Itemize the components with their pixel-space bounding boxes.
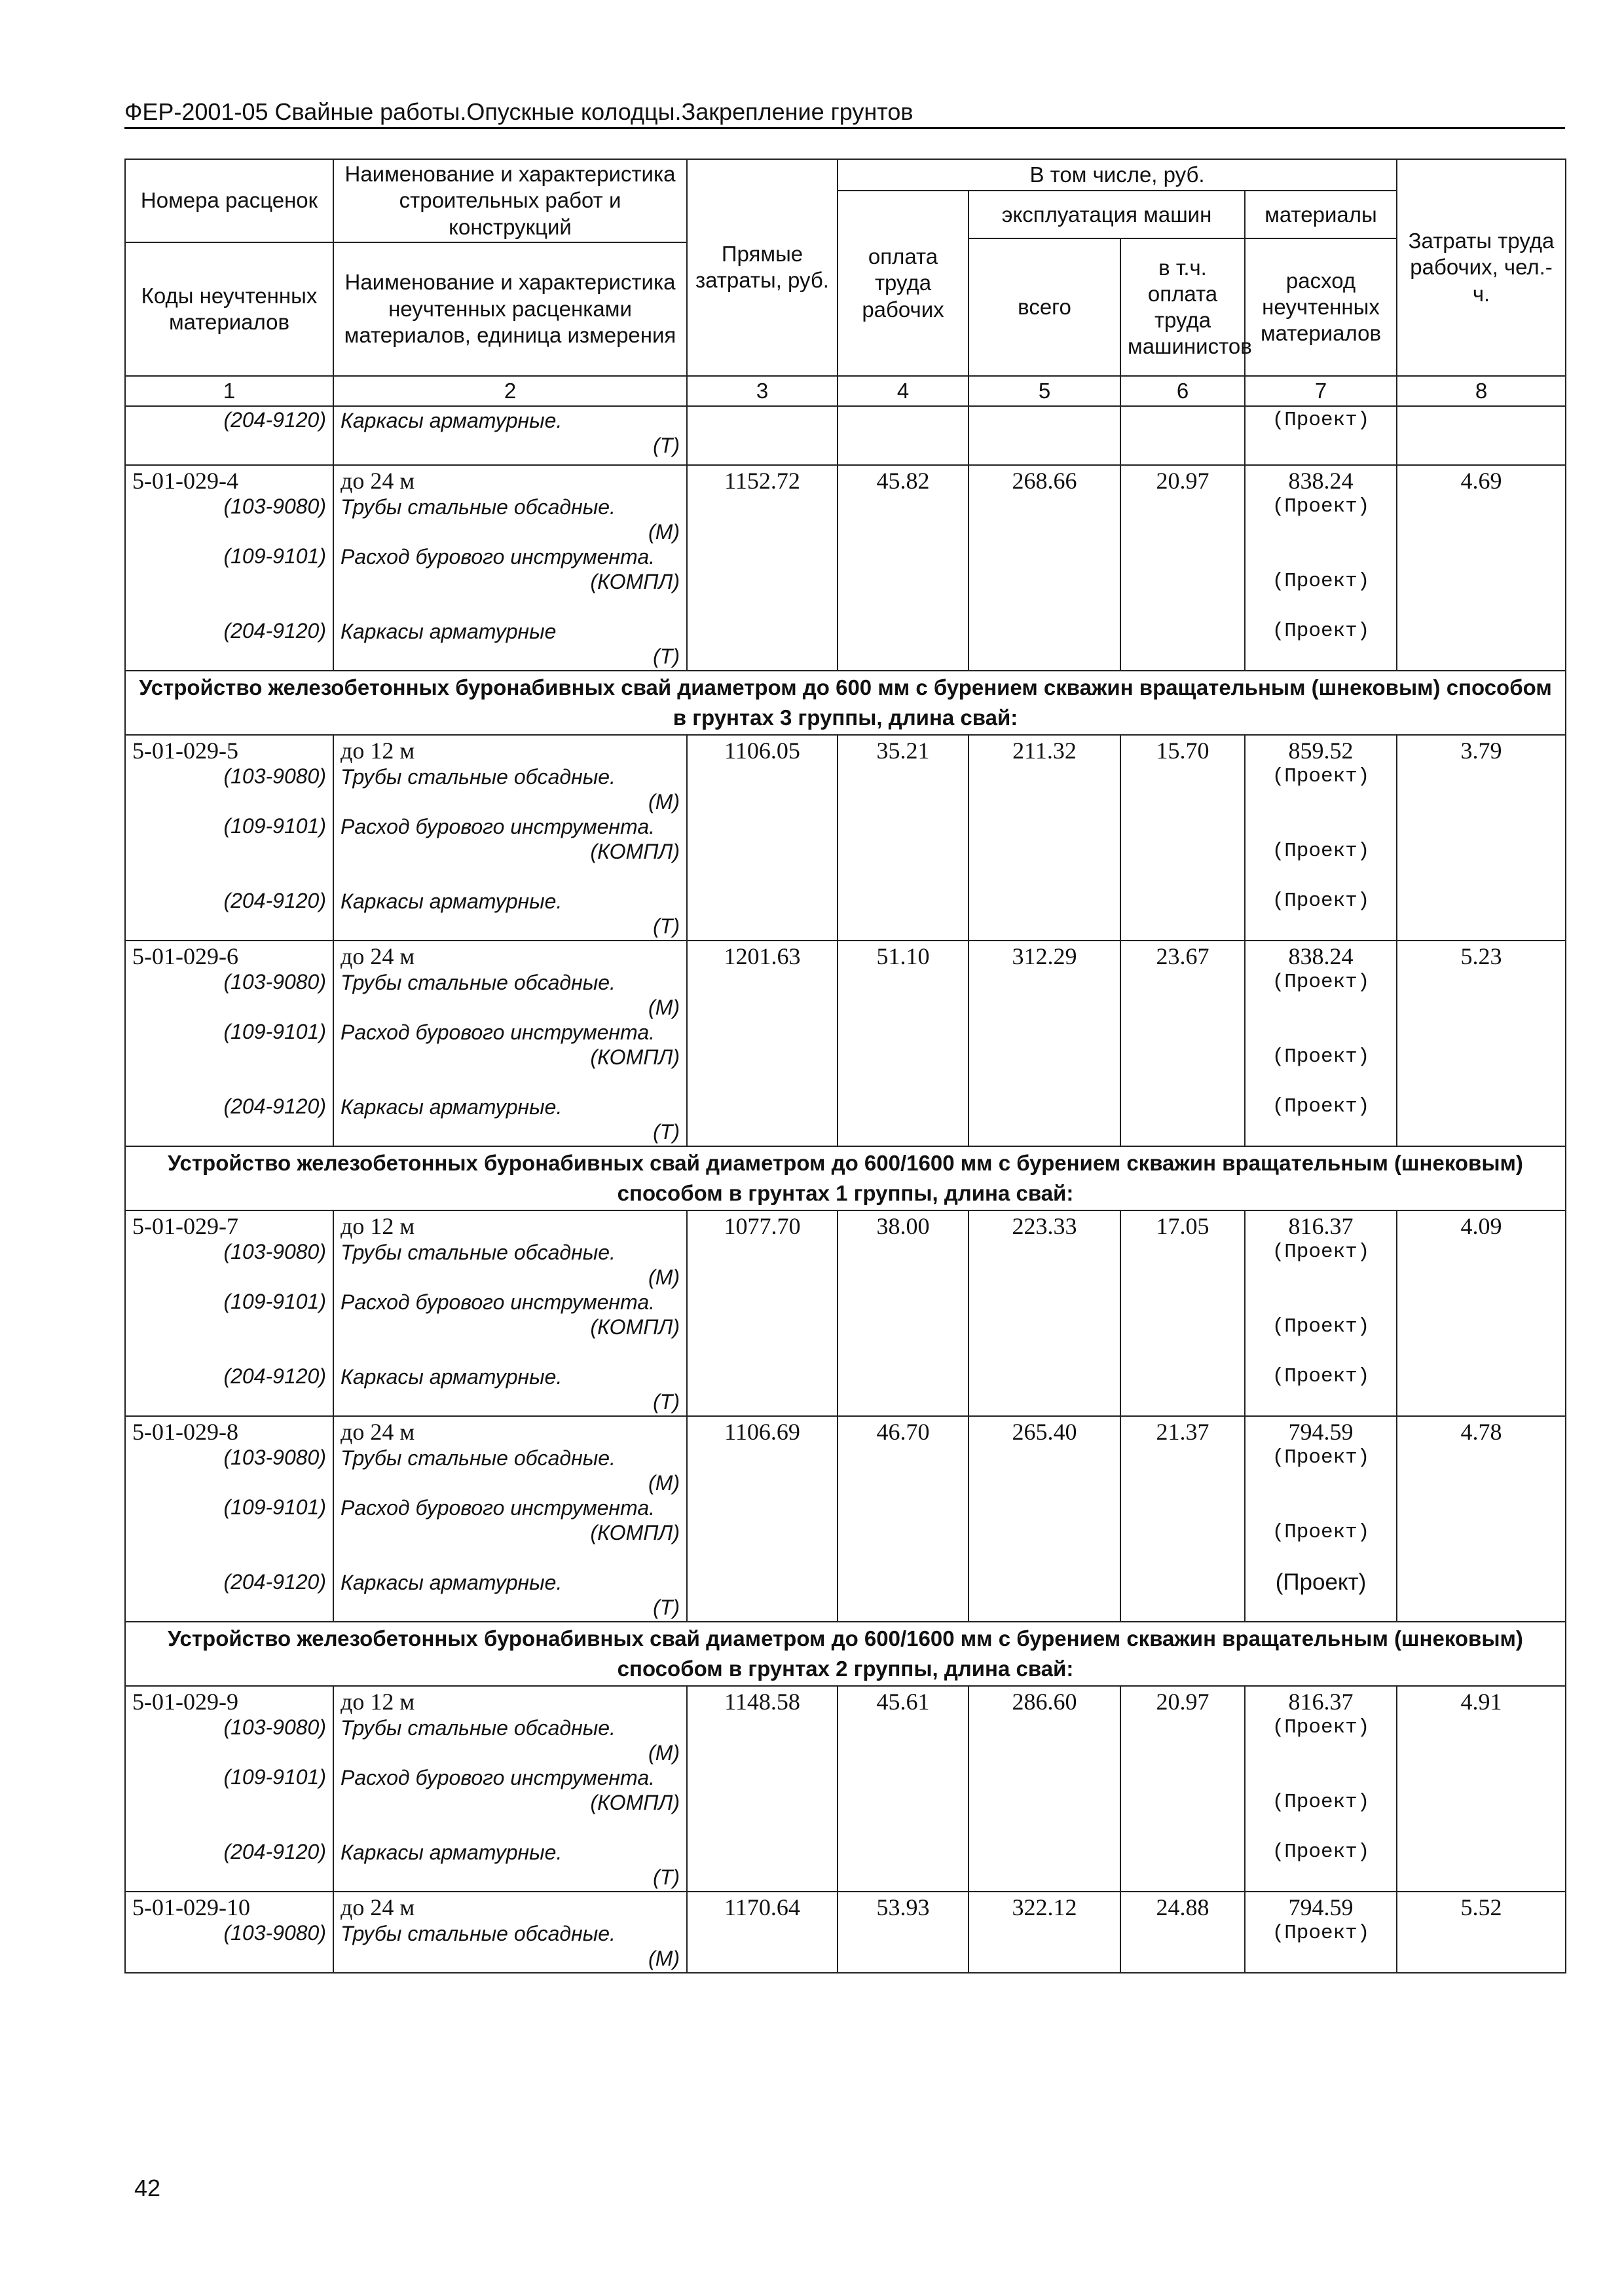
material-unit: (КОМПЛ) <box>590 1045 680 1069</box>
section-heading: Устройство железобетонных буронабивных свай диаметром до 600/1600 мм с бурением скважин вращательным (шнековым) способом в грунтах 2 группы, длина свай: <box>125 1622 1566 1686</box>
labor-value: 53.93 <box>876 1894 930 1920</box>
material-name-cell <box>333 406 687 465</box>
direct-cell <box>687 1416 838 1622</box>
table-row <box>125 1416 1566 1622</box>
material-name: Каркасы арматурные. <box>341 1571 563 1594</box>
direct-value: 1170.64 <box>724 1894 800 1920</box>
section-heading: Устройство железобетонных буронабивных свай диаметром до 600/1600 мм с бурением скважин вращательным (шнековым) способом в грунтах 1 группы, длина свай: <box>125 1146 1566 1210</box>
column-number: 1 <box>125 376 333 406</box>
project-label: (Проект) <box>1272 495 1370 518</box>
labor-hours-value: 4.91 <box>1460 1689 1502 1715</box>
material-name: Каркасы арматурные. <box>341 409 563 432</box>
direct-value: 1077.70 <box>724 1213 801 1239</box>
material-unit: (М) <box>648 790 680 814</box>
machines-total-value: 223.33 <box>1012 1213 1077 1239</box>
project-label: (Проект) <box>1272 1045 1370 1068</box>
material-code: (109-9101) <box>223 1020 326 1043</box>
labor-cell <box>838 941 969 1146</box>
header-work-name: Наименование и характеристика строительных работ и конструкций <box>333 159 687 242</box>
work-name-cell <box>333 941 687 1146</box>
labor-hours-value: 4.78 <box>1460 1419 1502 1445</box>
rate-code: 5-01-029-7 <box>132 1213 238 1239</box>
header-labor-hours: Затраты труда рабочих, чел.-ч. <box>1397 159 1566 376</box>
rate-code: 5-01-029-5 <box>132 738 238 764</box>
material-name: Каркасы арматурные. <box>341 1095 563 1119</box>
material-code: (204-9120) <box>223 1840 326 1863</box>
labor-value: 35.21 <box>876 738 930 764</box>
material-code: (103-9080) <box>223 1921 326 1945</box>
machines-total-cell <box>969 465 1120 671</box>
material-code: (103-9080) <box>223 1240 326 1263</box>
machines-total-cell <box>969 1892 1120 1973</box>
material-name: Расход бурового инструмента. <box>341 1496 655 1520</box>
material-name: Расход бурового инструмента. <box>341 1290 655 1314</box>
rate-code-cell <box>125 1416 333 1622</box>
material-code: (103-9080) <box>223 1715 326 1739</box>
material-unit: (Т) <box>653 1120 680 1144</box>
machinists-value: 20.97 <box>1156 1689 1209 1715</box>
labor-value: 51.10 <box>876 943 930 969</box>
material-code: (109-9101) <box>223 544 326 568</box>
material-name: Расход бурового инструмента. <box>341 815 655 838</box>
machines-total-value: 286.60 <box>1012 1689 1077 1715</box>
rate-code: 5-01-029-4 <box>132 468 238 494</box>
pile-length: до 12 м <box>341 1213 415 1239</box>
rate-code-cell <box>125 735 333 941</box>
material-code: (204-9120) <box>223 889 326 912</box>
header-direct-costs: Прямые затраты, руб. <box>687 159 838 376</box>
rate-code: 5-01-029-8 <box>132 1419 238 1445</box>
labor-value: 46.70 <box>876 1419 930 1445</box>
material-code-cell <box>125 406 333 465</box>
pile-length: до 24 м <box>341 1894 415 1920</box>
material-name: Каркасы арматурные <box>341 620 557 643</box>
column-number: 2 <box>333 376 687 406</box>
materials-value: 794.59 <box>1288 1419 1354 1445</box>
rate-code: 5-01-029-9 <box>132 1689 238 1715</box>
material-unit: (Т) <box>653 914 680 938</box>
material-name: Каркасы арматурные. <box>341 1841 563 1864</box>
material-code: (204-9120) <box>223 619 326 643</box>
machines-total-value: 322.12 <box>1012 1894 1077 1920</box>
project-label: (Проект) <box>1272 765 1370 788</box>
machines-total-cell <box>969 941 1120 1146</box>
table-header <box>125 159 1566 406</box>
work-name-cell <box>333 465 687 671</box>
rate-code: 5-01-029-6 <box>132 943 238 969</box>
header-materials: материалы <box>1245 191 1397 238</box>
pile-length: до 12 м <box>341 1689 415 1715</box>
rate-code-cell <box>125 465 333 671</box>
direct-cell <box>687 941 838 1146</box>
direct-cell <box>687 1210 838 1416</box>
labor-hours-value: 4.09 <box>1460 1213 1502 1239</box>
material-code: (204-9120) <box>223 1364 326 1388</box>
material-name: Трубы стальные обсадные. <box>341 1446 616 1470</box>
machines-total-cell <box>969 1416 1120 1622</box>
labor-hours-cell <box>1397 1210 1566 1416</box>
labor-hours-cell <box>1397 1686 1566 1892</box>
material-name: Расход бурового инструмента. <box>341 1766 655 1789</box>
machinists-value: 21.37 <box>1156 1419 1209 1445</box>
material-name: Каркасы арматурные. <box>341 1365 563 1389</box>
direct-cell <box>687 1892 838 1973</box>
direct-value: 1148.58 <box>724 1689 800 1715</box>
header-machinists-pay: в т.ч. оплата труда машинистов <box>1120 238 1245 375</box>
direct-cell <box>687 465 838 671</box>
materials-value: 816.37 <box>1288 1213 1354 1239</box>
rate-code-cell <box>125 1686 333 1892</box>
material-code: (109-9101) <box>223 1765 326 1789</box>
material-unit: (М) <box>648 1471 680 1495</box>
machinists-cell <box>1120 1892 1245 1973</box>
project-label: (Проект) <box>1275 1569 1367 1595</box>
material-code: (103-9080) <box>223 1446 326 1469</box>
rate-code: 5-01-029-10 <box>132 1894 250 1920</box>
rate-code-cell <box>125 1210 333 1416</box>
table-row <box>125 1686 1566 1892</box>
column-number: 7 <box>1245 376 1397 406</box>
materials-cell <box>1245 1686 1397 1892</box>
material-name: Каркасы арматурные. <box>341 889 563 913</box>
direct-value: 1106.05 <box>724 738 800 764</box>
machinists-cell <box>1120 941 1245 1146</box>
materials-value: 838.24 <box>1288 943 1354 969</box>
machinists-value: 20.97 <box>1156 468 1209 494</box>
material-code: (109-9101) <box>223 1495 326 1519</box>
labor-hours-value: 4.69 <box>1460 468 1502 494</box>
material-name: Трубы стальные обсадные. <box>341 1241 616 1264</box>
header-machine-operation: эксплуатация машин <box>969 191 1245 238</box>
material-name: Трубы стальные обсадные. <box>341 765 616 789</box>
labor-hours-value: 5.23 <box>1460 943 1502 969</box>
material-unit: (КОМПЛ) <box>590 840 680 863</box>
table-row <box>125 735 1566 941</box>
table-row <box>125 465 1566 671</box>
column-numbers-row <box>125 376 1566 406</box>
material-code: (109-9101) <box>223 1290 326 1313</box>
header-rule <box>124 127 1565 129</box>
materials-value: 859.52 <box>1288 738 1354 764</box>
document-header: ФЕР-2001-05 Свайные работы.Опускные колодцы.Закрепление грунтов <box>124 98 913 125</box>
header-unaccounted-materials: расход неучтенных материалов <box>1245 238 1397 375</box>
machinists-value: 24.88 <box>1156 1894 1209 1920</box>
machines-total-value: 312.29 <box>1012 943 1077 969</box>
project-label: (Проект) <box>1272 1922 1370 1945</box>
labor-hours-cell <box>1397 1892 1566 1973</box>
work-name-cell <box>333 1892 687 1973</box>
column-number: 6 <box>1120 376 1245 406</box>
project-label: (Проект) <box>1272 1716 1370 1739</box>
materials-cell <box>1245 465 1397 671</box>
project-label: (Проект) <box>1272 1841 1370 1863</box>
direct-cell <box>687 1686 838 1892</box>
material-unit: (КОМПЛ) <box>590 1315 680 1339</box>
material-unit: (КОМПЛ) <box>590 1791 680 1814</box>
labor-value: 45.61 <box>876 1689 930 1715</box>
work-name-cell <box>333 1416 687 1622</box>
header-including: В том числе, руб. <box>838 159 1397 191</box>
material-name: Расход бурового инструмента. <box>341 545 655 569</box>
material-unit: (Т) <box>653 645 680 668</box>
material-code: (204-9120) <box>223 408 326 432</box>
material-code: (103-9080) <box>223 970 326 994</box>
project-label: (Проект) <box>1272 889 1370 912</box>
direct-value: 1106.69 <box>724 1419 800 1445</box>
material-name: Расход бурового инструмента. <box>341 1020 655 1044</box>
material-name: Трубы стальные обсадные. <box>341 1922 616 1945</box>
header-material-codes: Коды неучтенных материалов <box>125 242 333 376</box>
labor-hours-cell <box>1397 941 1566 1146</box>
table-row <box>125 1892 1566 1973</box>
pile-length: до 24 м <box>341 468 415 494</box>
page-number: 42 <box>134 2175 161 2201</box>
materials-cell <box>1245 735 1397 941</box>
machinists-cell <box>1120 1416 1245 1622</box>
labor-value: 45.82 <box>876 468 930 494</box>
labor-cell <box>838 1686 969 1892</box>
header-material-names: Наименование и характеристика неучтенных расценками материалов, единица измерения <box>333 242 687 376</box>
column-number: 8 <box>1397 376 1566 406</box>
material-code: (103-9080) <box>223 764 326 788</box>
labor-value: 38.00 <box>876 1213 930 1239</box>
section-heading-row <box>125 1622 1566 1686</box>
labor-cell <box>838 465 969 671</box>
material-unit: (М) <box>648 1947 680 1970</box>
project-label: (Проект) <box>1272 570 1370 593</box>
project-label: (Проект) <box>1272 620 1370 643</box>
materials-value: 794.59 <box>1288 1894 1354 1920</box>
work-name-cell <box>333 1686 687 1892</box>
rates-table <box>124 159 1566 1973</box>
project-label: (Проект) <box>1272 1365 1370 1388</box>
material-unit: (Т) <box>653 1865 680 1889</box>
material-name: Трубы стальные обсадные. <box>341 495 616 519</box>
material-code: (103-9080) <box>223 495 326 518</box>
labor-cell <box>838 1416 969 1622</box>
section-heading-row <box>125 1146 1566 1210</box>
machines-total-cell <box>969 1686 1120 1892</box>
table-row <box>125 941 1566 1146</box>
labor-cell <box>838 1892 969 1973</box>
project-label: (Проект) <box>1272 1791 1370 1814</box>
column-number: 4 <box>838 376 969 406</box>
machines-total-value: 265.40 <box>1012 1419 1077 1445</box>
machines-total-value: 211.32 <box>1012 738 1077 764</box>
machinists-cell <box>1120 1210 1245 1416</box>
materials-value: 816.37 <box>1288 1689 1354 1715</box>
rate-code-cell <box>125 941 333 1146</box>
materials-cell <box>1245 1416 1397 1622</box>
machinists-value: 23.67 <box>1156 943 1209 969</box>
direct-cell <box>687 735 838 941</box>
work-name-cell <box>333 1210 687 1416</box>
material-name: Трубы стальные обсадные. <box>341 1716 616 1740</box>
pile-length: до 24 м <box>341 943 415 969</box>
material-code: (204-9120) <box>223 1570 326 1594</box>
section-heading: Устройство железобетонных буронабивных свай диаметром до 600 мм с бурением скважин вращательным (шнековым) способом в грунтах 3 группы, длина свай: <box>125 671 1566 735</box>
project-label: (Проект) <box>1272 1241 1370 1263</box>
labor-cell <box>838 1210 969 1416</box>
labor-hours-cell <box>1397 1416 1566 1622</box>
header-machines-total: всего <box>969 238 1120 375</box>
table-body <box>125 406 1566 1973</box>
materials-cell <box>1245 1892 1397 1973</box>
labor-cell <box>838 735 969 941</box>
material-unit: (М) <box>648 996 680 1019</box>
material-unit: (М) <box>648 1265 680 1289</box>
material-name: Трубы стальные обсадные. <box>341 971 616 994</box>
material-code: (204-9120) <box>223 1094 326 1118</box>
material-code: (109-9101) <box>223 814 326 838</box>
rate-code-cell <box>125 1892 333 1973</box>
material-unit: (КОМПЛ) <box>590 1521 680 1544</box>
section-heading-row <box>125 671 1566 735</box>
machinists-value: 17.05 <box>1156 1213 1209 1239</box>
material-unit: (КОМПЛ) <box>590 570 680 593</box>
material-unit: (Т) <box>653 1596 680 1619</box>
materials-value: 838.24 <box>1288 468 1354 494</box>
table-row-continuation <box>125 406 1566 465</box>
labor-hours-cell <box>1397 465 1566 671</box>
pile-length: до 24 м <box>341 1419 415 1445</box>
machinists-value: 15.70 <box>1156 738 1209 764</box>
project-label: (Проект) <box>1272 1315 1370 1338</box>
project-label: (Проект) <box>1272 1446 1370 1469</box>
machinists-cell <box>1120 465 1245 671</box>
project-label: (Проект) <box>1272 971 1370 994</box>
material-unit: (М) <box>648 1741 680 1765</box>
labor-hours-value: 3.79 <box>1460 738 1502 764</box>
labor-hours-cell <box>1397 735 1566 941</box>
header-worker-pay: оплата труда рабочих <box>838 191 969 376</box>
column-number: 5 <box>969 376 1120 406</box>
pile-length: до 12 м <box>341 738 415 764</box>
material-unit: (Т) <box>653 1390 680 1413</box>
direct-value: 1152.72 <box>724 468 800 494</box>
labor-hours-value: 5.52 <box>1460 1894 1502 1920</box>
header-rate-numbers: Номера расценок <box>125 159 333 242</box>
table-row <box>125 1210 1566 1416</box>
project-label: (Проект) <box>1272 409 1370 432</box>
materials-cell <box>1245 406 1397 465</box>
direct-value: 1201.63 <box>724 943 801 969</box>
machinists-cell <box>1120 735 1245 941</box>
project-label: (Проект) <box>1272 840 1370 863</box>
project-label: (Проект) <box>1272 1095 1370 1118</box>
project-label: (Проект) <box>1272 1521 1370 1544</box>
material-unit: (Т) <box>653 434 680 457</box>
materials-cell <box>1245 1210 1397 1416</box>
machines-total-value: 268.66 <box>1012 468 1077 494</box>
materials-cell <box>1245 941 1397 1146</box>
material-unit: (М) <box>648 520 680 544</box>
machinists-cell <box>1120 1686 1245 1892</box>
column-number: 3 <box>687 376 838 406</box>
machines-total-cell <box>969 735 1120 941</box>
work-name-cell <box>333 735 687 941</box>
machines-total-cell <box>969 1210 1120 1416</box>
